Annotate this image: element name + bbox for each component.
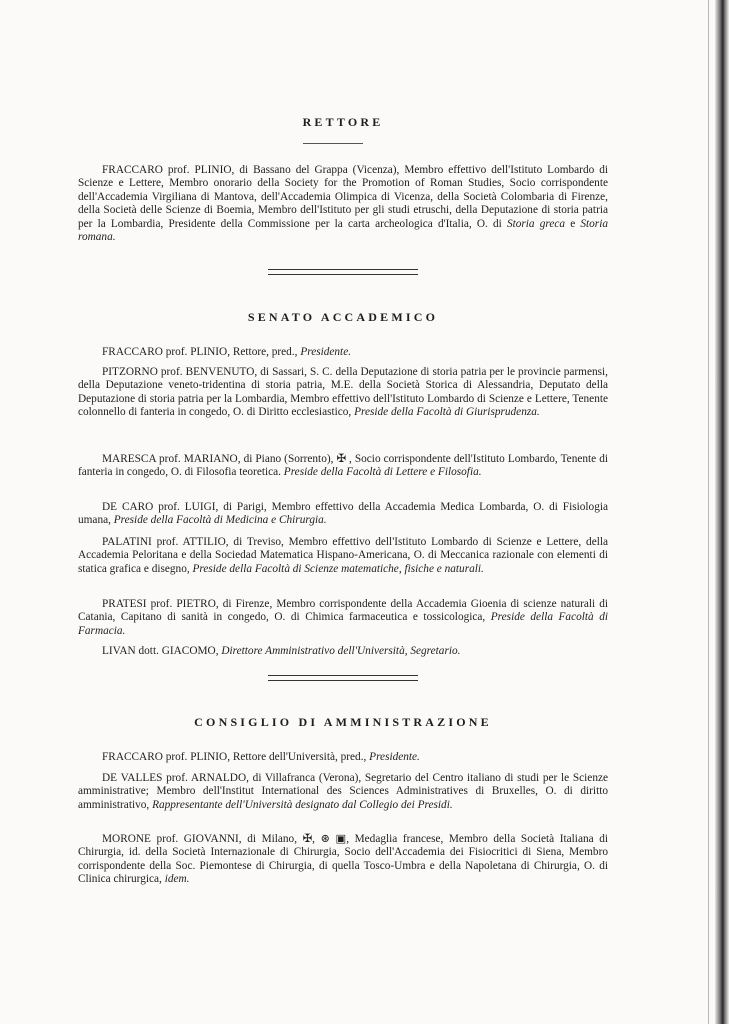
senato-entry-palatini — [78, 536, 608, 576]
entry-text: DE CARO prof. LUIGI, di Parigi, Membro effettivo della Accademia Medica Lombarda, O. di Fisiologia umana, — [78, 501, 608, 527]
entry-role: Preside della Facoltà di Medicina e Chirurgia. — [113, 514, 327, 527]
section-divider — [268, 675, 418, 681]
entry-text: PITZORNO prof. BENVENUTO, di Sassari, S. C. della Deputazione di storia patria per le provincie parmensi, della Deputazione veneto-tridentina di storia patria, M.E. della Società Storica di Alessandria, Deputato della Deputazione di storia patria per la Lombardia, Membro effettivo dell'Istituto Lombardo di Scienze e Lettere, Tenente colonnello di fanteria in congedo, O. di Diritto ecclesiastico, — [78, 366, 608, 419]
entry-text: PALATINI prof. ATTILIO, di Treviso, Membro effettivo dell'Istituto Lombardo di Scienze e Lettere, della Accademia Peloritana e della Sociedad Matematica Hispano-Americana, O. di Meccanica razionale con elementi di statica grafica e disegno, — [78, 536, 608, 575]
entry-role: Rappresentante dell'Università designato dal Collegio dei Presidi. — [152, 798, 453, 811]
entry-role: Preside della Facoltà di Farmacia. — [78, 611, 608, 637]
entry-text: FRACCARO prof. PLINIO, Rettore, pred., — [102, 346, 301, 358]
entry-role: Preside della Facoltà di Scienze matematiche, fisiche e naturali. — [192, 562, 484, 575]
senato-entry-livan — [78, 645, 608, 658]
entry-text: MORONE prof. GIOVANNI, di Milano, ✠, ⊛ ▣, Medaglia francese, Membro della Società Italiana di Chirurgia, id. della Società Internazionale di Chirurgia, Socio dell'Accademia dei Fisiocritici di Siena, Membro corrispondente della Soc. Piemontese di Chirurgia, di quella Tosco-Umbra e della Napoletana di Chirurgia, O. di Clinica chirurgica, — [78, 833, 608, 886]
senato-entry-decaro — [78, 501, 608, 528]
entry-text: FRACCARO prof. PLINIO, Rettore dell'Università, pred., — [102, 751, 370, 763]
entry-role: idem. — [164, 873, 190, 886]
entry-role: Preside della Facoltà di Lettere e Filosofia. — [283, 466, 482, 479]
page-edge-line — [708, 0, 709, 1024]
heading-underline — [303, 143, 363, 144]
entry-role: Presidente. — [369, 751, 420, 763]
entry-role: Preside della Facoltà di Giurisprudenza. — [354, 406, 540, 419]
heading-rettore: RETTORE — [302, 115, 384, 129]
heading-senato: SENATO ACCADEMICO — [247, 310, 439, 324]
entry-text: PRATESI prof. PIETRO, di Firenze, Membro corrispondente della Accademia Gioenia di scienze naturali di Catania, Capitano di sanità in congedo, O. di Chimica farmaceutica e tossicologica, — [78, 598, 608, 624]
entry-text: MARESCA prof. MARIANO, di Piano (Sorrento), ✠ , Socio corrispondente dell'Istituto Lombardo, Tenente di fanteria in congedo, O. di Filosofia teoretica. — [78, 453, 608, 479]
section-divider — [268, 269, 418, 275]
book-spine-shadow — [715, 0, 729, 1024]
rettore-text: di Bassano del Grappa (Vicenza), Membro effettivo dell'Istituto Lombardo di Scienze e Lettere, Membro onorario della Society for the Promotion of Roman Studies, Socio corrispondente dell'Accademia Virgiliana di Mantova, dell'Accademia Olimpica di Vicenza, della Società Colombaria di Firenze, della Società delle Scienze di Boemia, Membro dell'Istituto per gli studi etruschi, della Deputazione di storia patria per la Lombardia, Presidente della Commissione per la carta archeologica d'Italia, O. di — [78, 164, 608, 230]
consiglio-entry-devalles — [78, 772, 608, 812]
entry-text: LIVAN dott. GIACOMO, — [102, 645, 222, 657]
entry-text: DE VALLES prof. ARNALDO, di Villafranca (Verona), Segretario del Centro italiano di studi per le Scienze amministrative; Membro dell'Institut International des Sciences Administratives di Bruxelles, O. di diritto amministrativo, — [78, 772, 608, 811]
senato-entry-pratesi — [78, 598, 608, 638]
rettore-subject-1: Storia greca — [506, 217, 566, 230]
rettore-name: FRACCARO prof. PLINIO, — [102, 164, 235, 176]
senato-entry-fraccaro — [78, 346, 608, 359]
rettore-conj: e — [565, 217, 581, 230]
consiglio-entry-fraccaro — [78, 751, 608, 764]
consiglio-entry-morone — [78, 833, 608, 887]
document-page — [78, 0, 608, 1024]
entry-role: Presidente. — [300, 346, 352, 358]
entry-role: Direttore Amministrativo dell'Università, Segretario. — [221, 645, 461, 657]
senato-entry-pitzorno — [78, 366, 608, 420]
paragraph-rettore — [78, 164, 608, 244]
senato-entry-maresca — [78, 453, 608, 480]
heading-consiglio: CONSIGLIO DI AMMINISTRAZIONE — [194, 715, 492, 729]
rettore-subject-2: Storia romana. — [78, 217, 608, 244]
